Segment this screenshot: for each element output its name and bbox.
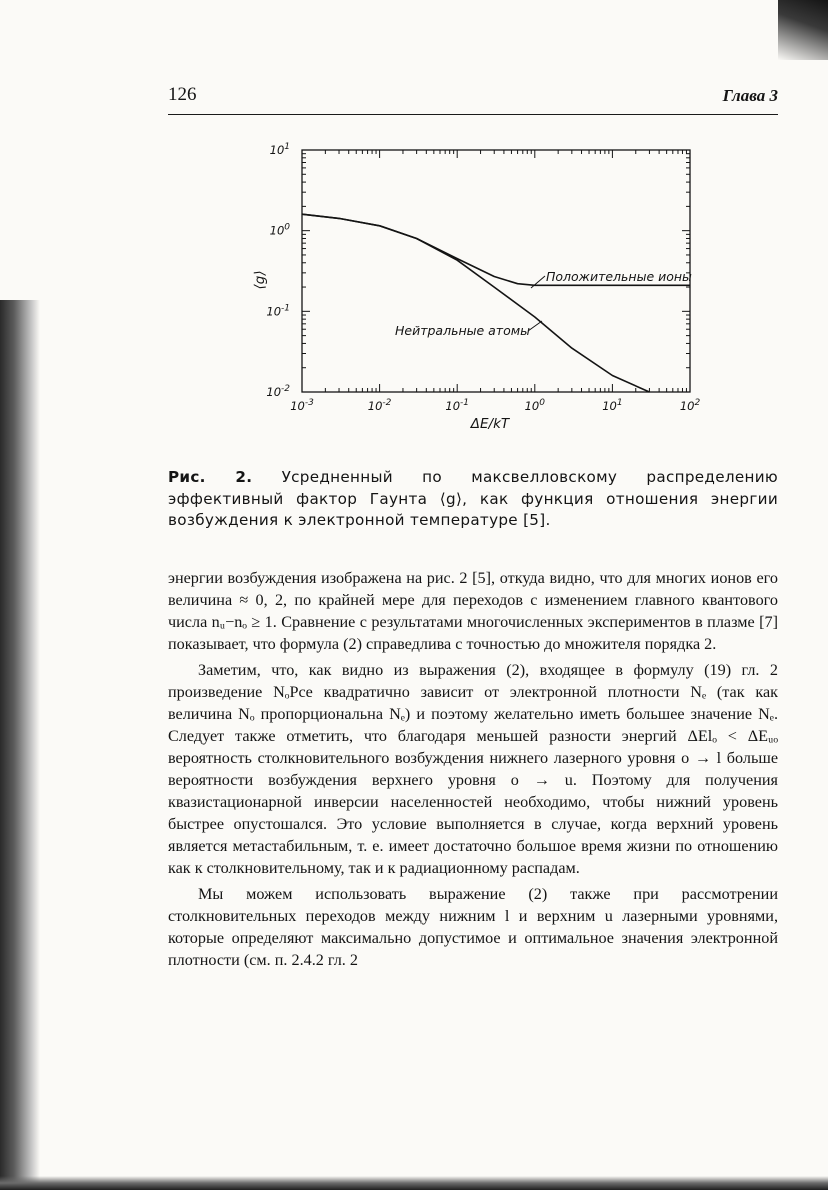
y-tick-label: $10^0$: [269, 222, 290, 238]
paragraph-1: энергии возбуждения изображена на рис. 2 [5], откуда видно, что для многих ионов его величина ≈ 0, 2, по крайней мере для переходов с изменением главного квантового числа nᵤ−nₒ ≥ 1. Сравнение с результатами многочисленных экспериментов в плазме [7] показывает, что формула (2) справедлива с точностью до множителя порядка 2.: [168, 569, 778, 653]
x-tick-label: $10^1$: [602, 398, 623, 413]
scan-shadow-bottom: [0, 1176, 828, 1190]
y-tick-label: $10^{-1}$: [266, 303, 290, 319]
figure-caption-label: Рис. 2.: [168, 468, 253, 486]
paragraph-3: Мы можем использовать выражение (2) также при рассмотрении столкновительных переходов между нижним l и верхним u лазерными уровнями, которые определяют максимально допустимое и оптимальное значения электронной плотности (см. п. 2.4.2 гл. 2: [168, 885, 778, 969]
x-tick-label: $10^0$: [524, 398, 545, 413]
annotation-ions-leader: [531, 276, 545, 288]
x-tick-label: $10^{-2}$: [367, 398, 392, 413]
figure-caption-text: Усредненный по максвелловскому распределению эффективный фактор Гаунта ⟨g⟩, как функция отношения энергии возбуждения к электронной температуре [5].: [168, 468, 778, 529]
y-tick-label: $10^1$: [269, 142, 290, 157]
running-head: [168, 84, 778, 115]
page-number: 126: [168, 84, 197, 105]
figure-caption: [168, 467, 778, 532]
series-line-neutral-atoms: [302, 214, 649, 392]
annotation-atoms-leader: [528, 321, 542, 331]
chapter-title: Глава 3: [722, 86, 778, 105]
annotation-neutral-atoms: Нейтральные атомы: [395, 323, 531, 338]
y-axis-title: ⟨g⟩: [252, 270, 268, 290]
x-tick-label: $10^{-1}$: [445, 398, 470, 413]
body-text: [168, 567, 778, 971]
paragraph-2: Заметим, что, как видно из выражения (2), входящее в формулу (19) гл. 2 произведение NₒPce квадратично зависит от электронной плотности Nₑ (так как величина Nₒ пропорциональна Nₑ) и поэтому желательно иметь большее значение Nₑ. Следует также отметить, что благодаря меньшей разности энергий ΔElₒ < ΔEᵤₒ вероятность столкновительного возбуждения нижнего лазерного уровня o → l больше вероятности возбуждения верхнего уровня o → u. Поэтому для получения квазистационарной инверсии населенностей необходимо, чтобы нижний уровень быстрее опустошался. Это условие выполняется в случае, когда верхний уровень является метастабильным, т. е. имеет достаточно большое время жизни по отношению как к столкновительному, так и к радиационному распадам.: [168, 661, 778, 877]
gaunt-factor-chart: [245, 138, 715, 448]
scan-shadow-corner: [778, 0, 828, 60]
x-tick-label: $10^{-3}$: [290, 398, 314, 413]
x-tick-label: $10^2$: [679, 398, 701, 413]
y-tick-label: $10^{-2}$: [266, 384, 290, 399]
scan-shadow-left: [0, 300, 40, 1190]
annotation-positive-ions: Положительные ионы: [546, 269, 692, 284]
x-axis-title: ΔE/kT: [470, 416, 510, 432]
